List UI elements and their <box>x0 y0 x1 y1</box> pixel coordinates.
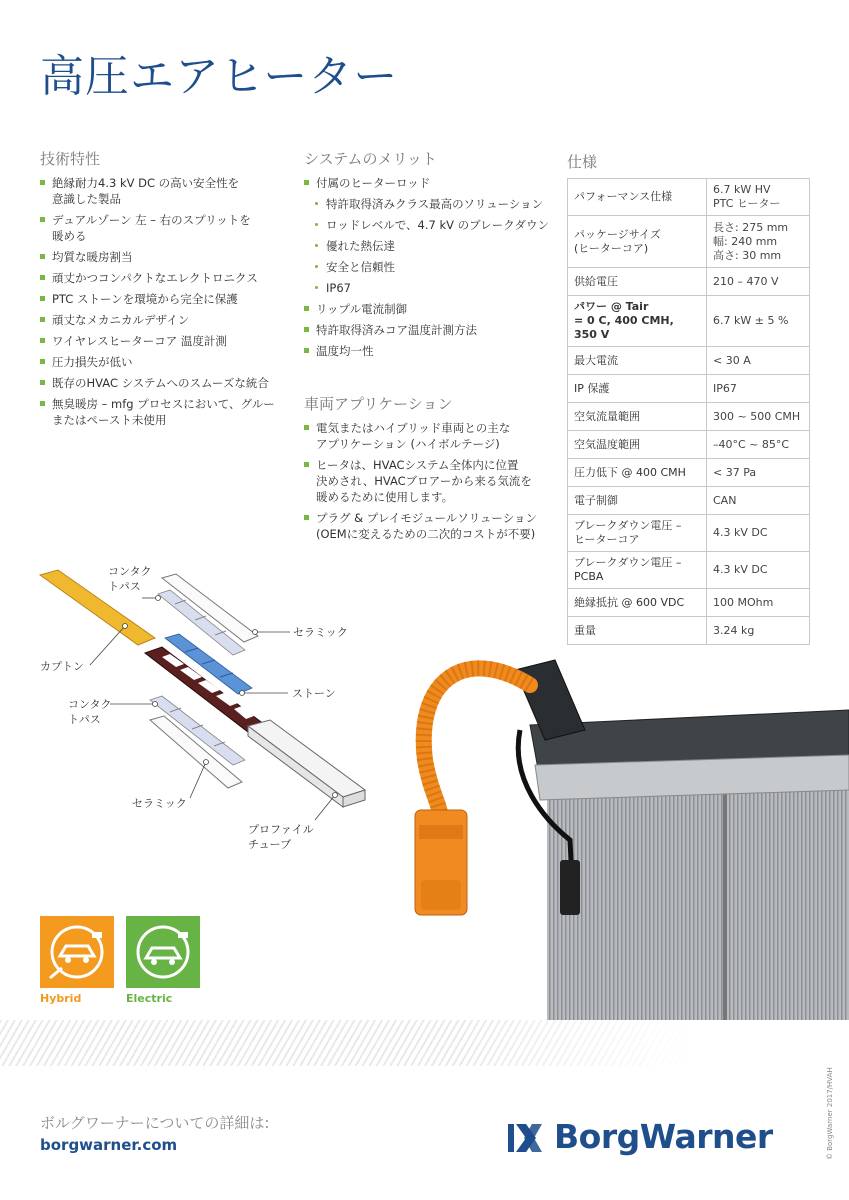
list-item: ワイヤレスヒーターコア 温度計測 <box>40 333 285 349</box>
hybrid-label: Hybrid <box>40 992 82 1005</box>
bullet-icon <box>304 425 309 430</box>
list-item: 特許取得済みコア温度計測方法 <box>304 322 554 338</box>
bullet-icon <box>40 380 45 385</box>
signal-connector <box>560 860 580 915</box>
stripe-fade <box>460 1020 849 1066</box>
bullet-icon <box>304 327 309 332</box>
list-subitem: IP67 <box>304 280 554 296</box>
vehicle-section <box>304 396 554 547</box>
profile-tube <box>248 720 365 807</box>
bullet-icon <box>40 317 45 322</box>
table-row: 電子制御 CAN <box>568 487 810 515</box>
hybrid-car-plug-icon <box>40 916 114 988</box>
list-item: 付属のヒーターロッド <box>304 175 554 191</box>
label-stone: ストーン <box>292 687 336 700</box>
dot-icon <box>315 244 318 247</box>
table-row: ブレークダウン電圧 – PCBA 4.3 kV DC <box>568 552 810 589</box>
label-kapton: カプトン <box>40 660 84 673</box>
dot-icon <box>315 265 318 268</box>
table-row: パッケージサイズ (ヒーターコア) 長さ: 275 mm 幅: 240 mm 高さ: 30 mm <box>568 216 810 268</box>
vehicle-heading: 車両アプリケーション <box>304 395 453 413</box>
table-row: ブレークダウン電圧 – ヒーターコア 4.3 kV DC <box>568 515 810 552</box>
list-item: 電気またはハイブリッド車両との主な アプリケーション (ハイボルテージ) <box>304 420 554 452</box>
bullet-icon <box>40 401 45 406</box>
table-row: 絶縁抵抗 @ 600 VDC 100 MOhm <box>568 589 810 617</box>
bullet-icon <box>40 296 45 301</box>
list-subitem: ロッドレベルで、4.7 kV のブレークダウン <box>304 217 554 233</box>
bullet-icon <box>40 180 45 185</box>
list-subitem: 優れた熱伝達 <box>304 238 554 254</box>
copyright-text: © BorgWarner 2017/HVAH <box>826 1067 834 1160</box>
tech-list <box>40 175 285 428</box>
label-ceramic-bottom: セラミック <box>132 797 187 810</box>
table-row: 空気温度範囲 –40°C ~ 85°C <box>568 431 810 459</box>
system-list <box>304 175 554 359</box>
more-info-text: ボルグワーナーについての詳細は: <box>40 1114 270 1132</box>
dot-icon <box>315 202 318 205</box>
website-link[interactable]: borgwarner.com <box>40 1136 178 1154</box>
list-item: 絶縁耐力4.3 kV DC の高い安全性を 意識した製品 <box>40 175 285 207</box>
spec-heading: 仕様 <box>567 153 598 171</box>
label-ceramic-top: セラミック <box>293 626 348 639</box>
bullet-icon <box>40 254 45 259</box>
electric-label: Electric <box>126 992 173 1005</box>
table-row: パワー @ Tair = 0 C, 400 CMH, 350 V 6.7 kW ± 5 % <box>568 296 810 347</box>
spec-table <box>567 178 810 645</box>
list-item: プラグ & プレイモジュールソリューション (OEMに変えるための二次的コストが不要) <box>304 510 554 542</box>
table-row: 空気流量範囲 300 ~ 500 CMH <box>568 403 810 431</box>
system-heading: システムのメリット <box>304 150 437 168</box>
bullet-icon <box>304 462 309 467</box>
dot-icon <box>315 286 318 289</box>
list-item: 温度均一性 <box>304 343 554 359</box>
list-item: デュアルゾーン 左 – 右のスプリットを 暖める <box>40 212 285 244</box>
list-item: ヒータは、HVACシステム全体内に位置 決めされ、HVACブロアーから来る気流を 暖めるために使用します。 <box>304 457 554 505</box>
bullet-icon <box>304 180 309 185</box>
heater-illustration <box>405 640 849 1025</box>
bullet-icon <box>40 359 45 364</box>
bullet-icon <box>40 338 45 343</box>
list-item: 圧力損失が低い <box>40 354 285 370</box>
product-photo <box>405 640 849 1025</box>
page-title: 高圧エアヒーター <box>40 51 399 102</box>
table-row: パフォーマンス仕様 6.7 kW HV PTC ヒーター <box>568 179 810 216</box>
bullet-icon <box>40 217 45 222</box>
list-item: 頑丈かつコンパクトなエレクトロニクス <box>40 270 285 286</box>
bullet-icon <box>40 275 45 280</box>
vehicle-list <box>304 420 554 542</box>
system-section <box>304 151 554 364</box>
list-subitem: 特許取得済みクラス最高のソリューション <box>304 196 554 212</box>
hybrid-badge <box>40 916 114 988</box>
electric-car-plug-icon <box>126 916 200 988</box>
label-contact-path-bottom: コンタク トパス <box>68 698 112 726</box>
list-item: 既存のHVAC システムへのスムーズな統合 <box>40 375 285 391</box>
label-contact-path-top: コンタク トパス <box>108 565 152 593</box>
table-row: 重量 3.24 kg <box>568 617 810 645</box>
list-item: 無臭暖房 – mfg プロセスにおいて、グルー またはペースト未使用 <box>40 396 285 428</box>
list-item: リップル電流制御 <box>304 301 554 317</box>
connector-housing <box>515 660 585 740</box>
list-item: 均質な暖房割当 <box>40 249 285 265</box>
bullet-icon <box>304 515 309 520</box>
electric-badge <box>126 916 200 988</box>
table-row: 圧力低下 @ 400 CMH < 37 Pa <box>568 459 810 487</box>
bullet-icon <box>304 348 309 353</box>
exploded-diagram <box>30 560 410 880</box>
logo-wordmark: BorgWarner <box>554 1117 773 1156</box>
tech-heading: 技術特性 <box>40 150 101 168</box>
table-row: 最大電流 < 30 A <box>568 347 810 375</box>
heater-core <box>547 760 849 1022</box>
list-item: PTC ストーンを環境から完全に保護 <box>40 291 285 307</box>
tech-section <box>40 151 285 433</box>
label-profile-tube: プロファイル チューブ <box>248 823 314 851</box>
dot-icon <box>315 223 318 226</box>
bullet-icon <box>304 306 309 311</box>
list-item: 頑丈なメカニカルデザイン <box>40 312 285 328</box>
list-subitem: 安全と信頼性 <box>304 259 554 275</box>
table-row: 供給電圧 210 – 470 V <box>568 268 810 296</box>
table-row: IP 保護 IP67 <box>568 375 810 403</box>
